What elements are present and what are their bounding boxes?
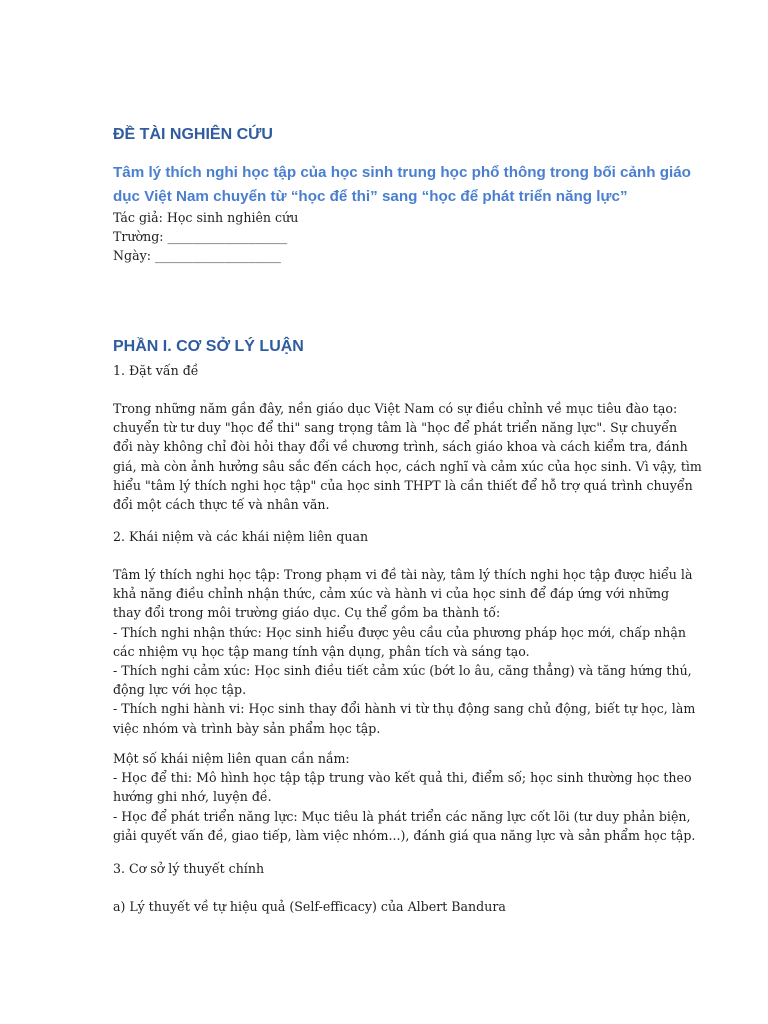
document-title: ĐỀ TÀI NGHIÊN CỨU: [113, 126, 273, 143]
subtitle-line: dục Việt Nam chuyển từ “học để thi” sang “học để phát triển năng lực”: [113, 188, 628, 205]
paragraph-line: đổi này không chỉ đòi hỏi thay đổi về chương trình, sách giáo khoa và cách kiểm tra, đánh: [113, 439, 688, 455]
section-heading-part1: PHẦN I. CƠ SỞ LÝ LUẬN: [113, 338, 304, 355]
document-meta: [113, 208, 298, 266]
item3-title: 3. Cơ sở lý thuyết chính: [113, 861, 265, 876]
paragraph-line: hướng ghi nhớ, luyện đề.: [113, 789, 272, 805]
paragraph-line: việc nhóm và trình bày sản phẩm học tập.: [113, 720, 381, 736]
paragraph-line: - Thích nghi cảm xúc: Học sinh điều tiết cảm xúc (bớt lo âu, căng thẳng) và tăng hứng thú,: [113, 663, 692, 679]
paragraph-line: Một số khái niệm liên quan cần nắm:: [113, 751, 350, 766]
paragraph-line: - Học để thi: Mô hình học tập tập trung vào kết quả thi, điểm số; học sinh thường học theo: [113, 770, 692, 786]
paragraph-line: đổi một cách thực tế và nhân văn.: [113, 497, 330, 513]
paragraph-line: khả năng điều chỉnh nhận thức, cảm xúc và hành vi của học sinh để đáp ứng với những: [113, 586, 670, 602]
school-line: Trường: ___________________: [113, 229, 288, 245]
paragraph-line: Tâm lý thích nghi học tập: Trong phạm vi đề tài này, tâm lý thích nghi học tập được hiểu là: [113, 567, 693, 582]
paragraph-line: - Thích nghi hành vi: Học sinh thay đổi hành vi từ thụ động sang chủ động, biết tự học, làm: [113, 701, 696, 717]
item2-paragraph: [113, 565, 696, 738]
paragraph-line: giải quyết vấn đề, giao tiếp, làm việc nhóm...), đánh giá qua năng lực và sản phẩm học tập.: [113, 827, 696, 843]
item1-title: 1. Đặt vấn đề: [113, 363, 199, 378]
item2-related-paragraph: [113, 749, 696, 845]
item1-paragraph: [113, 399, 702, 514]
item2-title: 2. Khái niệm và các khái niệm liên quan: [113, 529, 369, 544]
date-line: Ngày: ____________________: [113, 248, 281, 264]
paragraph-line: hiểu "tâm lý thích nghi học tập" của học sinh THPT là cần thiết để hỗ trợ quá trình chuyển: [113, 477, 693, 493]
paragraph-line: Trong những năm gần đây, nền giáo dục Việt Nam có sự điều chỉnh về mục tiêu đào tạo:: [113, 401, 678, 416]
paragraph-line: - Học để phát triển năng lực: Mục tiêu là phát triển các năng lực cốt lõi (tư duy phản biện,: [113, 808, 691, 824]
paragraph-line: động lực với học tập.: [113, 682, 247, 698]
paragraph-line: chuyển từ tư duy "học để thi" sang trọng tâm là "học để phát triển năng lực". Sự chuyển: [113, 420, 678, 436]
paragraph-line: giá, mà còn ảnh hưởng sâu sắc đến cách học, cách nghĩ và cảm xúc của học sinh. Vì vậy, tìm: [113, 458, 702, 474]
item3a-title: a) Lý thuyết về tự hiệu quả (Self-efficacy) của Albert Bandura: [113, 899, 506, 914]
paragraph-line: các nhiệm vụ học tập mang tính vận dụng, phân tích và sáng tạo.: [113, 643, 530, 659]
document-subtitle: [113, 161, 691, 209]
subtitle-line: Tâm lý thích nghi học tập của học sinh trung học phổ thông trong bối cảnh giáo: [113, 164, 691, 181]
author-line: Tác giả: Học sinh nghiên cứu: [113, 210, 299, 225]
paragraph-line: thay đổi trong môi trường giáo dục. Cụ thể gồm ba thành tố:: [113, 605, 501, 621]
paragraph-line: - Thích nghi nhận thức: Học sinh hiểu được yêu cầu của phương pháp học mới, chấp nhận: [113, 624, 686, 640]
